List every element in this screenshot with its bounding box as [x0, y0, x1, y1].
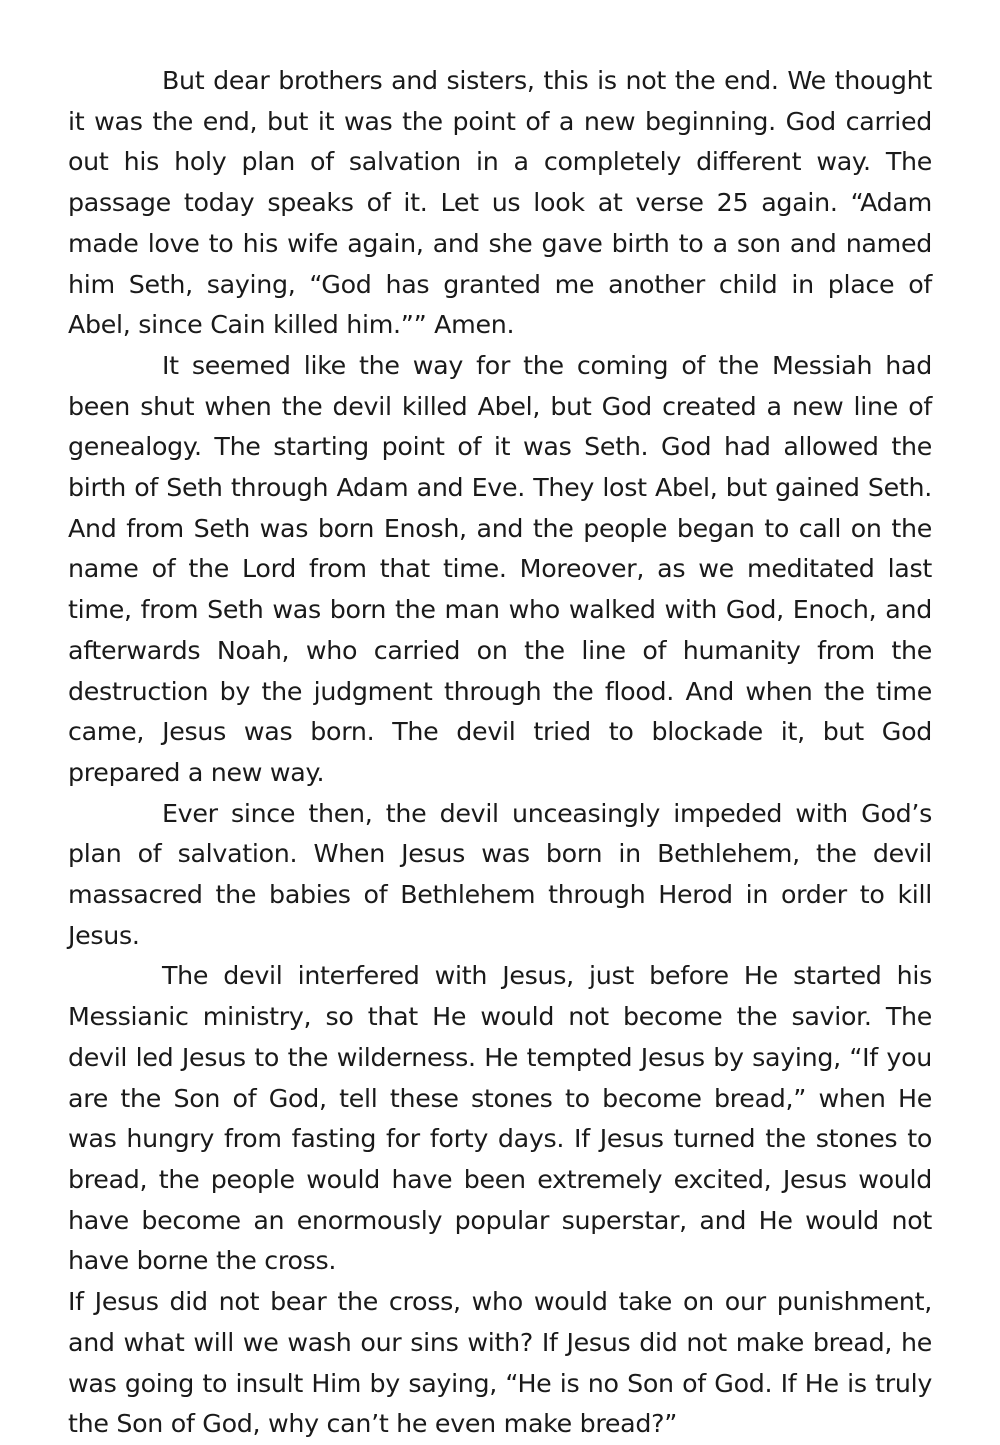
paragraph-3: Ever since then, the devil unceasingly impeded with God’s plan of salvation. When Jesus was born in Bethlehem, the devil massacred the babies of Bethlehem through Herod in order to kill Jesus. [68, 798, 932, 950]
paragraph-4: The devil interfered with Jesus, just before He started his Messianic ministry, so that He would not become the savior. The devil led Jesus to the wilderness. He tempted Jesus by saying, “If you are the Son of God, tell these stones to become bread,” when He was hungry from fasting for forty days. If Jesus turned the stones to bread, the people would have been extremely excited, Jesus would have become an enormously popular superstar, and He would not have borne the cross. [68, 961, 932, 1276]
paragraph-2: It seemed like the way for the coming of the Messiah had been shut when the devil killed Abel, but God created a new line of genealogy. The starting point of it was Seth. God had allowed the birth of Seth through Adam and Eve. They lost Abel, but gained Seth. And from Seth was born Enosh, and the people began to call on the name of the Lord from that time. Moreover, as we meditated last time, from Seth was born the man who walked with God, Enoch, and afterwards Noah, who carried on the line of humanity from the destruction by the judgment through the flood. And when the time came, Jesus was born. The devil tried to blockade it, but God prepared a new way. [68, 350, 932, 787]
document-body [68, 61, 932, 1445]
paragraph-1: But dear brothers and sisters, this is not the end. We thought it was the end, but it was the point of a new beginning. God carried out his holy plan of salvation in a completely different way. The passage today speaks of it. Let us look at verse 25 again. “Adam made love to his wife again, and she gave birth to a son and named him Seth, saying, “God has granted me another child in place of Abel, since Cain killed him.”” Amen. [68, 66, 932, 340]
paragraph-5: If Jesus did not bear the cross, who would take on our punishment, and what will we wash our sins with? If Jesus did not make bread, he was going to insult Him by saying, “He is no Son of God. If He is truly the Son of God, why can’t he even make bread?” [68, 1287, 932, 1439]
